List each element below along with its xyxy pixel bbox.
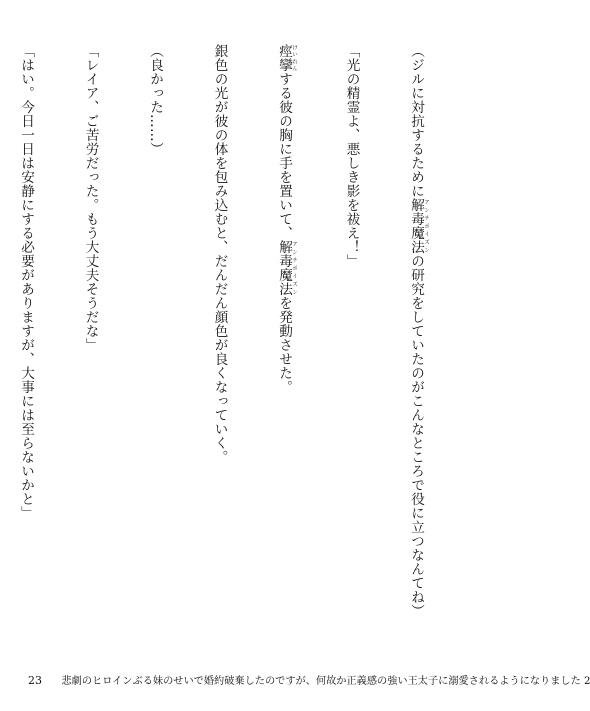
text-line-2: 「光の精霊よ、悪しき影を祓え！」: [343, 44, 360, 268]
ruby-convulsion: 痙攣 けいれん: [276, 44, 297, 72]
text-line-3: 痙攣 けいれんする彼の胸に手を置いて、解毒魔法 アンチポイズンを発動させた。: [276, 44, 297, 394]
page-footer: [28, 672, 590, 690]
page-number: 23: [28, 674, 42, 687]
text-line-4: 銀色の光が彼の体を包み込むと、だんだん顔色が良くなっていく。: [211, 44, 228, 464]
text-line-6: 「レイア、ご苦労だった。もう大丈夫そうだな」: [82, 44, 99, 352]
ruby-antidote-magic: 解毒魔法 アンチポイズン: [408, 198, 429, 254]
text-line-7: 「はい。今日一日は安静にする必要がありますが、大事には至らないかと」: [18, 44, 34, 520]
text-line-5: （良かった……）: [147, 44, 163, 156]
ruby-antidote-magic-2: 解毒魔法 アンチポイズン: [276, 240, 297, 296]
text-line-1: （ジルに対抗するために解毒魔法 アンチポイズンの研究をしていたのがこんなところで役に立つなんてね）: [408, 44, 429, 618]
book-title: 悲劇のヒロインぶる妹のせいで婚約破棄したのですが、何故か正義感の強い王太子に溺愛されるようになりました 2: [61, 676, 590, 687]
body-text: [18, 44, 472, 664]
